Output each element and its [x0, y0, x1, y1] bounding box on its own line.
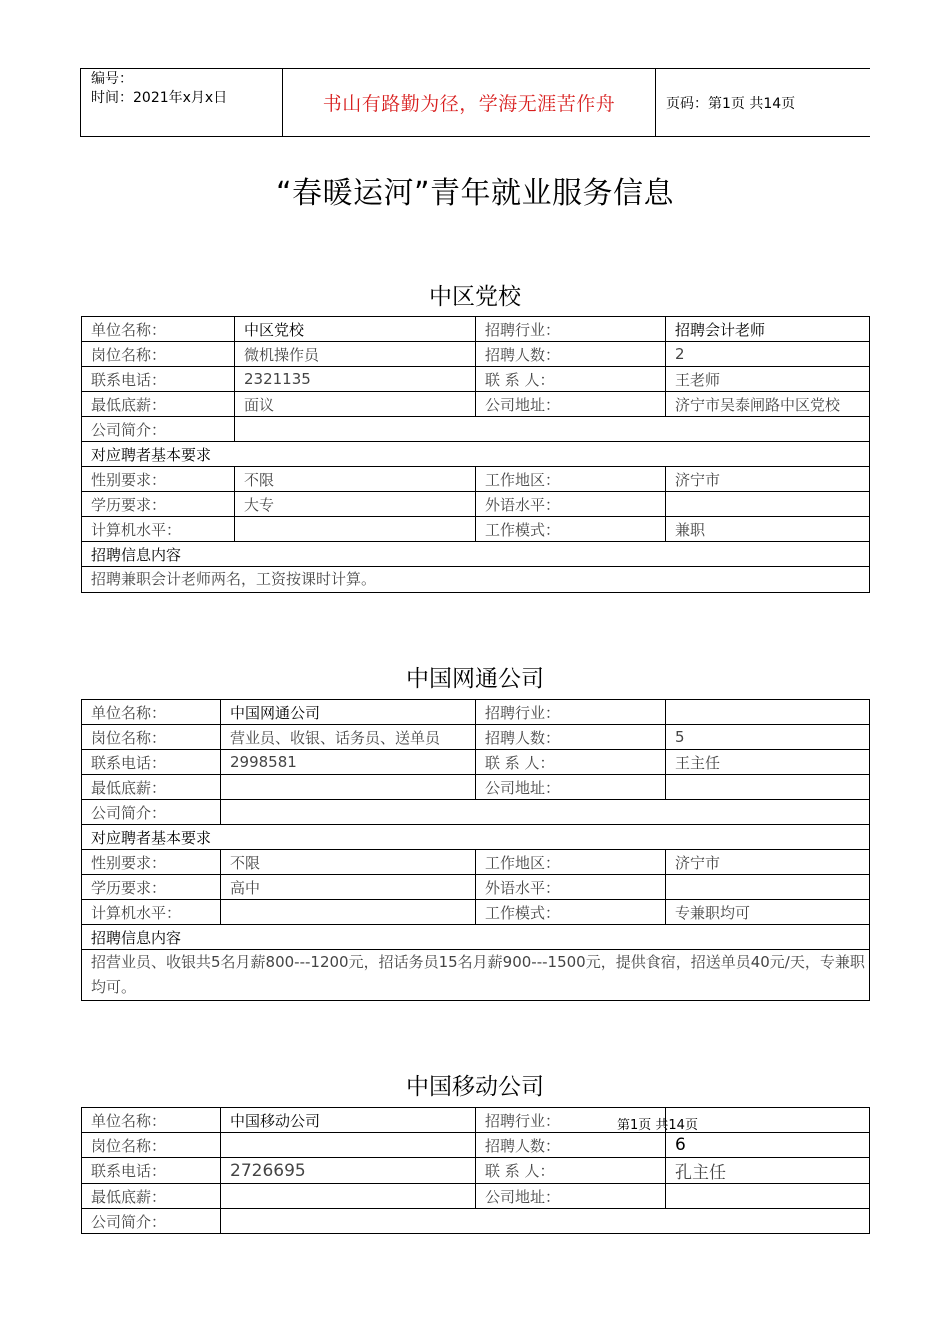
table-row	[82, 367, 870, 392]
address-value	[666, 775, 870, 800]
content-text: 招聘兼职会计老师两名，工资按课时计算。	[82, 567, 870, 593]
content-heading: 招聘信息内容	[82, 542, 870, 567]
contact-value: 孔主任	[666, 1158, 870, 1184]
job-table-2	[81, 699, 870, 1001]
content-text: 招营业员、收银共5名月薪800---1200元，招话务员15名月薪900---1500元，提供食宿，招送单员40元/天，专兼职均可。	[82, 950, 870, 1001]
table-row	[82, 750, 870, 775]
unit-name-value: 中国移动公司	[221, 1108, 476, 1133]
industry-label: 招聘行业：	[476, 317, 666, 342]
header-left-cell	[80, 69, 283, 136]
section-title-3: 中国移动公司	[406, 1074, 544, 1100]
table-row	[82, 417, 870, 442]
education-label: 学历要求：	[82, 875, 221, 900]
contact-label: 联 系 人：	[476, 750, 666, 775]
language-label: 外语水平：	[476, 875, 666, 900]
position-value	[221, 1133, 476, 1158]
table-row	[82, 725, 870, 750]
table-row	[82, 567, 870, 593]
intro-label: 公司简介：	[82, 800, 221, 825]
header-page-cell	[656, 69, 870, 136]
table-row	[82, 467, 870, 492]
position-label: 岗位名称：	[82, 342, 235, 367]
gender-label: 性别要求：	[82, 467, 235, 492]
table-row	[82, 442, 870, 467]
table-row	[82, 317, 870, 342]
table-row	[82, 517, 870, 542]
address-value	[666, 1184, 870, 1209]
salary-value	[221, 775, 476, 800]
table-row	[82, 1184, 870, 1209]
section-title-2: 中国网通公司	[406, 666, 544, 692]
education-value: 高中	[221, 875, 476, 900]
phone-value: 2321135	[235, 367, 476, 392]
industry-value: 招聘会计老师	[666, 317, 870, 342]
page-info: 页码：第1页 共14页	[666, 95, 796, 112]
language-value	[666, 875, 870, 900]
job-table-3	[81, 1107, 870, 1234]
table-row	[82, 775, 870, 800]
mode-label: 工作模式：	[476, 517, 666, 542]
job-table-1	[81, 316, 870, 593]
position-value: 微机操作员	[235, 342, 476, 367]
position-value: 营业员、收银、话务员、送单员	[221, 725, 476, 750]
content-heading: 招聘信息内容	[82, 925, 870, 950]
gender-value: 不限	[221, 850, 476, 875]
unit-name-label: 单位名称：	[82, 700, 221, 725]
table-row	[82, 392, 870, 417]
time-label: 时间：2021年x月x日	[91, 90, 228, 106]
unit-name-value: 中国网通公司	[221, 700, 476, 725]
number-label: 编号：	[91, 71, 133, 87]
region-value: 济宁市	[666, 467, 870, 492]
language-value	[666, 492, 870, 517]
phone-value: 2998581	[221, 750, 476, 775]
table-row	[82, 950, 870, 1001]
unit-name-label: 单位名称：	[82, 317, 235, 342]
salary-value: 面议	[235, 392, 476, 417]
table-row	[82, 800, 870, 825]
table-row	[82, 875, 870, 900]
industry-label: 招聘行业：	[476, 1108, 666, 1133]
address-label: 公司地址：	[476, 1184, 666, 1209]
position-label: 岗位名称：	[82, 725, 221, 750]
position-label: 岗位名称：	[82, 1133, 221, 1158]
intro-label: 公司简介：	[82, 417, 235, 442]
motto-text: 书山有路勤为径，学海无涯苦作舟	[322, 93, 616, 115]
table-row	[82, 825, 870, 850]
table-row	[82, 342, 870, 367]
requirements-heading: 对应聘者基本要求	[82, 442, 870, 467]
phone-label: 联系电话：	[82, 367, 235, 392]
address-label: 公司地址：	[476, 775, 666, 800]
gender-value: 不限	[235, 467, 476, 492]
address-label: 公司地址：	[476, 392, 666, 417]
phone-label: 联系电话：	[82, 1158, 221, 1184]
mode-value: 兼职	[666, 517, 870, 542]
mode-label: 工作模式：	[476, 900, 666, 925]
mode-value: 专兼职均可	[666, 900, 870, 925]
document-header	[80, 68, 870, 137]
headcount-label: 招聘人数：	[476, 342, 666, 367]
header-motto-cell	[282, 69, 656, 136]
table-row	[82, 542, 870, 567]
table-row	[82, 850, 870, 875]
table-row	[82, 925, 870, 950]
headcount-value: 6	[666, 1133, 870, 1158]
address-value: 济宁市吴泰闸路中区党校	[666, 392, 870, 417]
intro-value	[221, 800, 870, 825]
unit-name-value: 中区党校	[235, 317, 476, 342]
salary-label: 最低底薪：	[82, 775, 221, 800]
table-row	[82, 900, 870, 925]
phone-value: 2726695	[221, 1158, 476, 1184]
contact-value: 王老师	[666, 367, 870, 392]
computer-value	[221, 900, 476, 925]
headcount-label: 招聘人数：	[476, 1133, 666, 1158]
contact-value: 王主任	[666, 750, 870, 775]
education-label: 学历要求：	[82, 492, 235, 517]
table-row	[82, 1158, 870, 1184]
computer-label: 计算机水平：	[82, 517, 235, 542]
table-row	[82, 1108, 870, 1133]
requirements-heading: 对应聘者基本要求	[82, 825, 870, 850]
section-title-1: 中区党校	[429, 284, 521, 310]
table-row	[82, 1133, 870, 1158]
computer-value	[235, 517, 476, 542]
computer-label: 计算机水平：	[82, 900, 221, 925]
region-label: 工作地区：	[476, 467, 666, 492]
gender-label: 性别要求：	[82, 850, 221, 875]
education-value: 大专	[235, 492, 476, 517]
intro-value	[221, 1209, 870, 1234]
table-row	[82, 492, 870, 517]
contact-label: 联 系 人：	[476, 367, 666, 392]
salary-label: 最低底薪：	[82, 392, 235, 417]
industry-label: 招聘行业：	[476, 700, 666, 725]
table-row	[82, 1209, 870, 1234]
salary-label: 最低底薪：	[82, 1184, 221, 1209]
headcount-value: 2	[666, 342, 870, 367]
intro-value	[235, 417, 870, 442]
language-label: 外语水平：	[476, 492, 666, 517]
phone-label: 联系电话：	[82, 750, 221, 775]
region-value: 济宁市	[666, 850, 870, 875]
headcount-value: 5	[666, 725, 870, 750]
table-row	[82, 700, 870, 725]
salary-value	[221, 1184, 476, 1209]
contact-label: 联 系 人：	[476, 1158, 666, 1184]
footer-page-number: 第1页 共14页	[617, 1118, 698, 1133]
unit-name-label: 单位名称：	[82, 1108, 221, 1133]
headcount-label: 招聘人数：	[476, 725, 666, 750]
region-label: 工作地区：	[476, 850, 666, 875]
intro-label: 公司简介：	[82, 1209, 221, 1234]
page-title: “春暖运河”青年就业服务信息	[275, 176, 675, 211]
industry-value	[666, 700, 870, 725]
